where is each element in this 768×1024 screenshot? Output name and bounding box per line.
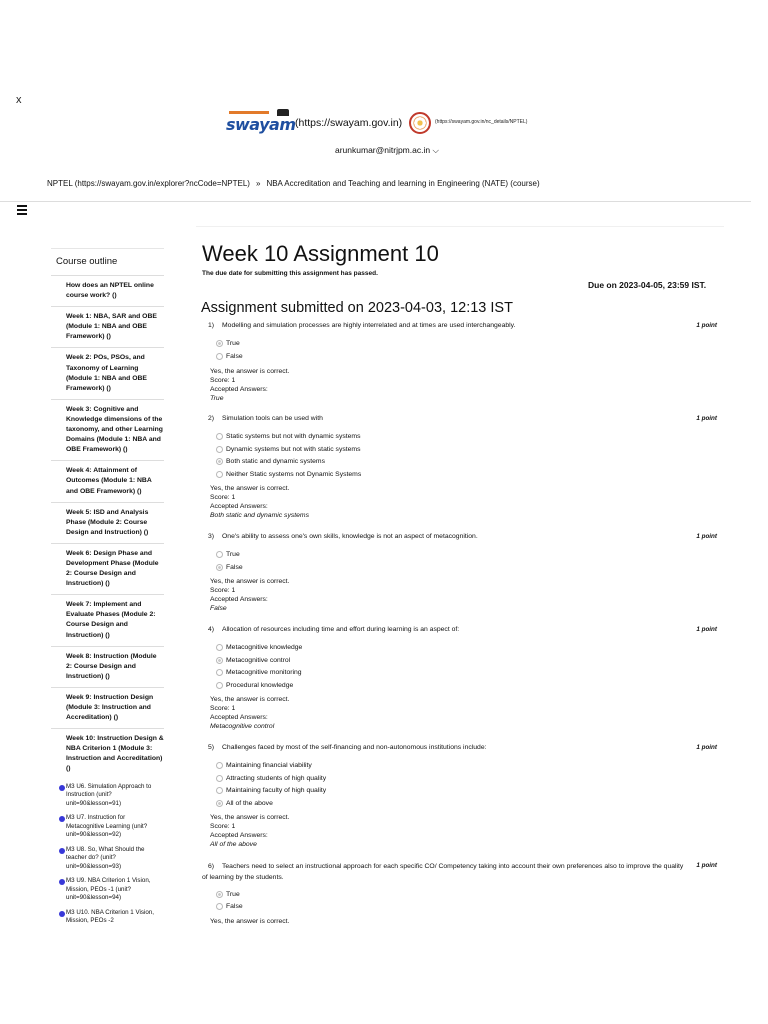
radio-selected-icon[interactable] (216, 800, 223, 807)
hamburger-menu-icon[interactable] (17, 205, 27, 217)
header-divider (0, 201, 751, 202)
answer-feedback: Yes, the answer is correct. Score: 1 Accepted Answers: False (210, 578, 290, 612)
question-points: 1 point (696, 415, 717, 422)
course-outline-sidebar (51, 248, 164, 929)
submission-status: Assignment submitted on 2023-04-03, 12:13 IST (201, 300, 513, 316)
radio-selected-icon[interactable] (216, 891, 223, 898)
option-radio[interactable]: Static systems but not with dynamic systems (216, 433, 360, 440)
option-radio[interactable]: True (216, 891, 240, 898)
option-radio[interactable]: Maintaining faculty of high quality (216, 787, 326, 794)
outline-item-week-4[interactable]: Week 4: Attainment of Outcomes (Module 1: NBA and OBE Framework) () (51, 461, 164, 502)
unit-link-label: M3 U7. Instruction for Metacognitive Learning (unit?unit=90&lesson=92) (66, 814, 148, 839)
answer-feedback: Yes, the answer is correct. Score: 1 Accepted Answers: True (210, 368, 290, 402)
course-outline-heading: Course outline (51, 248, 164, 276)
swayam-brand[interactable] (226, 111, 402, 135)
question-text: 5) Challenges faced by most of the self-financing and non-autonomous institutions include: (208, 744, 487, 751)
outline-item-week-8[interactable]: Week 8: Instruction (Module 2: Course Design and Instruction) () (51, 647, 164, 688)
outline-item-week-10[interactable]: Week 10: Instruction Design & NBA Criterion 1 (Module 3: Instruction and Accreditation) () (66, 735, 164, 773)
close-button[interactable]: x (16, 94, 22, 106)
swayam-link[interactable]: (https://swayam.gov.in) (295, 117, 403, 129)
option-radio[interactable]: Maintaining financial viability (216, 762, 312, 769)
answer-feedback: Yes, the answer is correct. Score: 1 Accepted Answers: All of the above (210, 814, 290, 848)
radio-icon[interactable] (216, 644, 223, 651)
question-text: 6) Teachers need to select an instructional approach for each specific CO/ Competency taking into account their own preferences also to improve the quality of learning by the students. (202, 863, 684, 881)
due-date-passed-notice: The due date for submitting this assignment has passed. (202, 270, 378, 277)
radio-selected-icon[interactable] (216, 657, 223, 664)
outline-unit-m3-u7[interactable] (51, 811, 164, 843)
option-radio[interactable]: True (216, 340, 240, 347)
outline-unit-m3-u8[interactable] (51, 843, 164, 875)
question-text: 4) Allocation of resources including time and effort during learning is an aspect of: (208, 626, 460, 633)
radio-icon[interactable] (216, 682, 223, 689)
question-points: 1 point (696, 744, 717, 751)
option-radio[interactable]: Dynamic systems but not with static systems (216, 446, 360, 453)
answer-feedback: Yes, the answer is correct. Score: 1 Accepted Answers: Metacognitive control (210, 696, 290, 730)
option-radio[interactable]: Neither Static systems not Dynamic Systems (216, 471, 361, 478)
answer-feedback: Yes, the answer is correct. (210, 918, 290, 925)
breadcrumb (47, 179, 540, 188)
user-menu[interactable]: arunkumar@nitrjpm.ac.in ⌵ (335, 145, 439, 155)
unit-link-label: M3 U10. NBA Criterion 1 Vision, Mission, PEOs -2 (66, 908, 154, 925)
outline-item-week-7[interactable]: Week 7: Implement and Evaluate Phases (Module 2: Course Design and Instruction) () (51, 595, 164, 646)
option-radio[interactable]: Both static and dynamic systems (216, 458, 325, 465)
radio-selected-icon[interactable] (216, 564, 223, 571)
radio-selected-icon[interactable] (216, 340, 223, 347)
radio-icon[interactable] (216, 775, 223, 782)
question-points: 1 point (696, 862, 717, 869)
radio-icon[interactable] (216, 669, 223, 676)
radio-icon[interactable] (216, 433, 223, 440)
question-points: 1 point (696, 533, 717, 540)
option-radio[interactable]: Metacognitive control (216, 657, 290, 664)
question-text: 3) One's ability to assess one's own skills, knowledge is not an aspect of metacognition. (208, 533, 478, 540)
unit-link-label: M3 U6. Simulation Approach to Instruction (unit?unit=90&lesson=91) (66, 782, 152, 807)
question-text: 2) Simulation tools can be used with (208, 415, 323, 422)
radio-selected-icon[interactable] (216, 458, 223, 465)
breadcrumb-course-link[interactable]: NBA Accreditation and Teaching and learning in Engineering (NATE) (course) (266, 179, 540, 188)
unit-status-dot-icon (59, 911, 65, 917)
question-text: 1) Modelling and simulation processes are highly interrelated and at times are used interchangeably. (208, 322, 516, 329)
unit-status-dot-icon (59, 785, 65, 791)
option-radio[interactable]: Metacognitive knowledge (216, 644, 302, 651)
option-radio[interactable]: False (216, 903, 243, 910)
question-points: 1 point (696, 626, 717, 633)
option-radio[interactable]: True (216, 551, 240, 558)
outline-item-week-5[interactable]: Week 5: ISD and Analysis Phase (Module 2: Course Design and Instruction) () (51, 503, 164, 544)
nptel-link[interactable]: (https://swayam.gov.in/nc_details/NPTEL) (435, 119, 528, 125)
radio-icon[interactable] (216, 787, 223, 794)
outline-item-week-6[interactable]: Week 6: Design Phase and Development Phase (Module 2: Course Design and Instruction) () (51, 544, 164, 595)
question-points: 1 point (696, 322, 717, 329)
due-date: Due on 2023-04-05, 23:59 IST. (588, 280, 707, 290)
logo-bar (229, 111, 269, 114)
radio-icon[interactable] (216, 551, 223, 558)
unit-link-label: M3 U8. So, What Should the teacher do? (unit?unit=90&lesson=93) (66, 845, 145, 870)
breadcrumb-home-link[interactable]: NPTEL (https://swayam.gov.in/explorer?ncCode=NPTEL) (47, 179, 250, 188)
unit-status-dot-icon (59, 816, 65, 822)
outline-unit-m3-u9[interactable] (51, 874, 164, 906)
outline-item-intro[interactable]: How does an NPTEL online course work? () (51, 276, 164, 307)
option-radio[interactable]: False (216, 353, 243, 360)
option-radio[interactable]: Procedural knowledge (216, 682, 293, 689)
outline-unit-m3-u10[interactable] (51, 906, 164, 929)
breadcrumb-separator: » (255, 179, 261, 188)
radio-icon[interactable] (216, 353, 223, 360)
page-title: Week 10 Assignment 10 (202, 241, 439, 266)
outline-unit-m3-u6[interactable] (51, 780, 164, 812)
unit-status-dot-icon (59, 848, 65, 854)
radio-icon[interactable] (216, 446, 223, 453)
radio-icon[interactable] (216, 471, 223, 478)
outline-item-week-3[interactable]: Week 3: Cognitive and Knowledge dimensions of the taxonomy, and other Learning Domains (Module 1: NBA and OBE Framework) () (51, 400, 164, 461)
unit-link-label: M3 U9. NBA Criterion 1 Vision, Mission, PEOs -1 (unit?unit=90&lesson=94) (66, 877, 151, 902)
outline-item-week-2[interactable]: Week 2: POs, PSOs, and Taxonomy of Learning (Module 1: NBA and OBE Framework) () (51, 348, 164, 399)
option-radio[interactable]: All of the above (216, 800, 273, 807)
radio-icon[interactable] (216, 903, 223, 910)
outline-item-week-1[interactable]: Week 1: NBA, SAR and OBE (Module 1: NBA and OBE Framework) () (51, 307, 164, 348)
option-radio[interactable]: Attracting students of high quality (216, 775, 326, 782)
unit-status-dot-icon (59, 879, 65, 885)
swayam-logo-text: swayam (226, 115, 296, 134)
option-radio[interactable]: False (216, 564, 243, 571)
outline-item-week-9[interactable]: Week 9: Instruction Design (Module 3: Instruction and Accreditation) () (51, 688, 164, 729)
radio-icon[interactable] (216, 762, 223, 769)
swayam-logo[interactable] (226, 111, 296, 135)
option-radio[interactable]: Metacognitive monitoring (216, 669, 302, 676)
nptel-emblem-icon[interactable] (409, 112, 431, 134)
answer-feedback: Yes, the answer is correct. Score: 1 Accepted Answers: Both static and dynamic systems (210, 485, 309, 519)
